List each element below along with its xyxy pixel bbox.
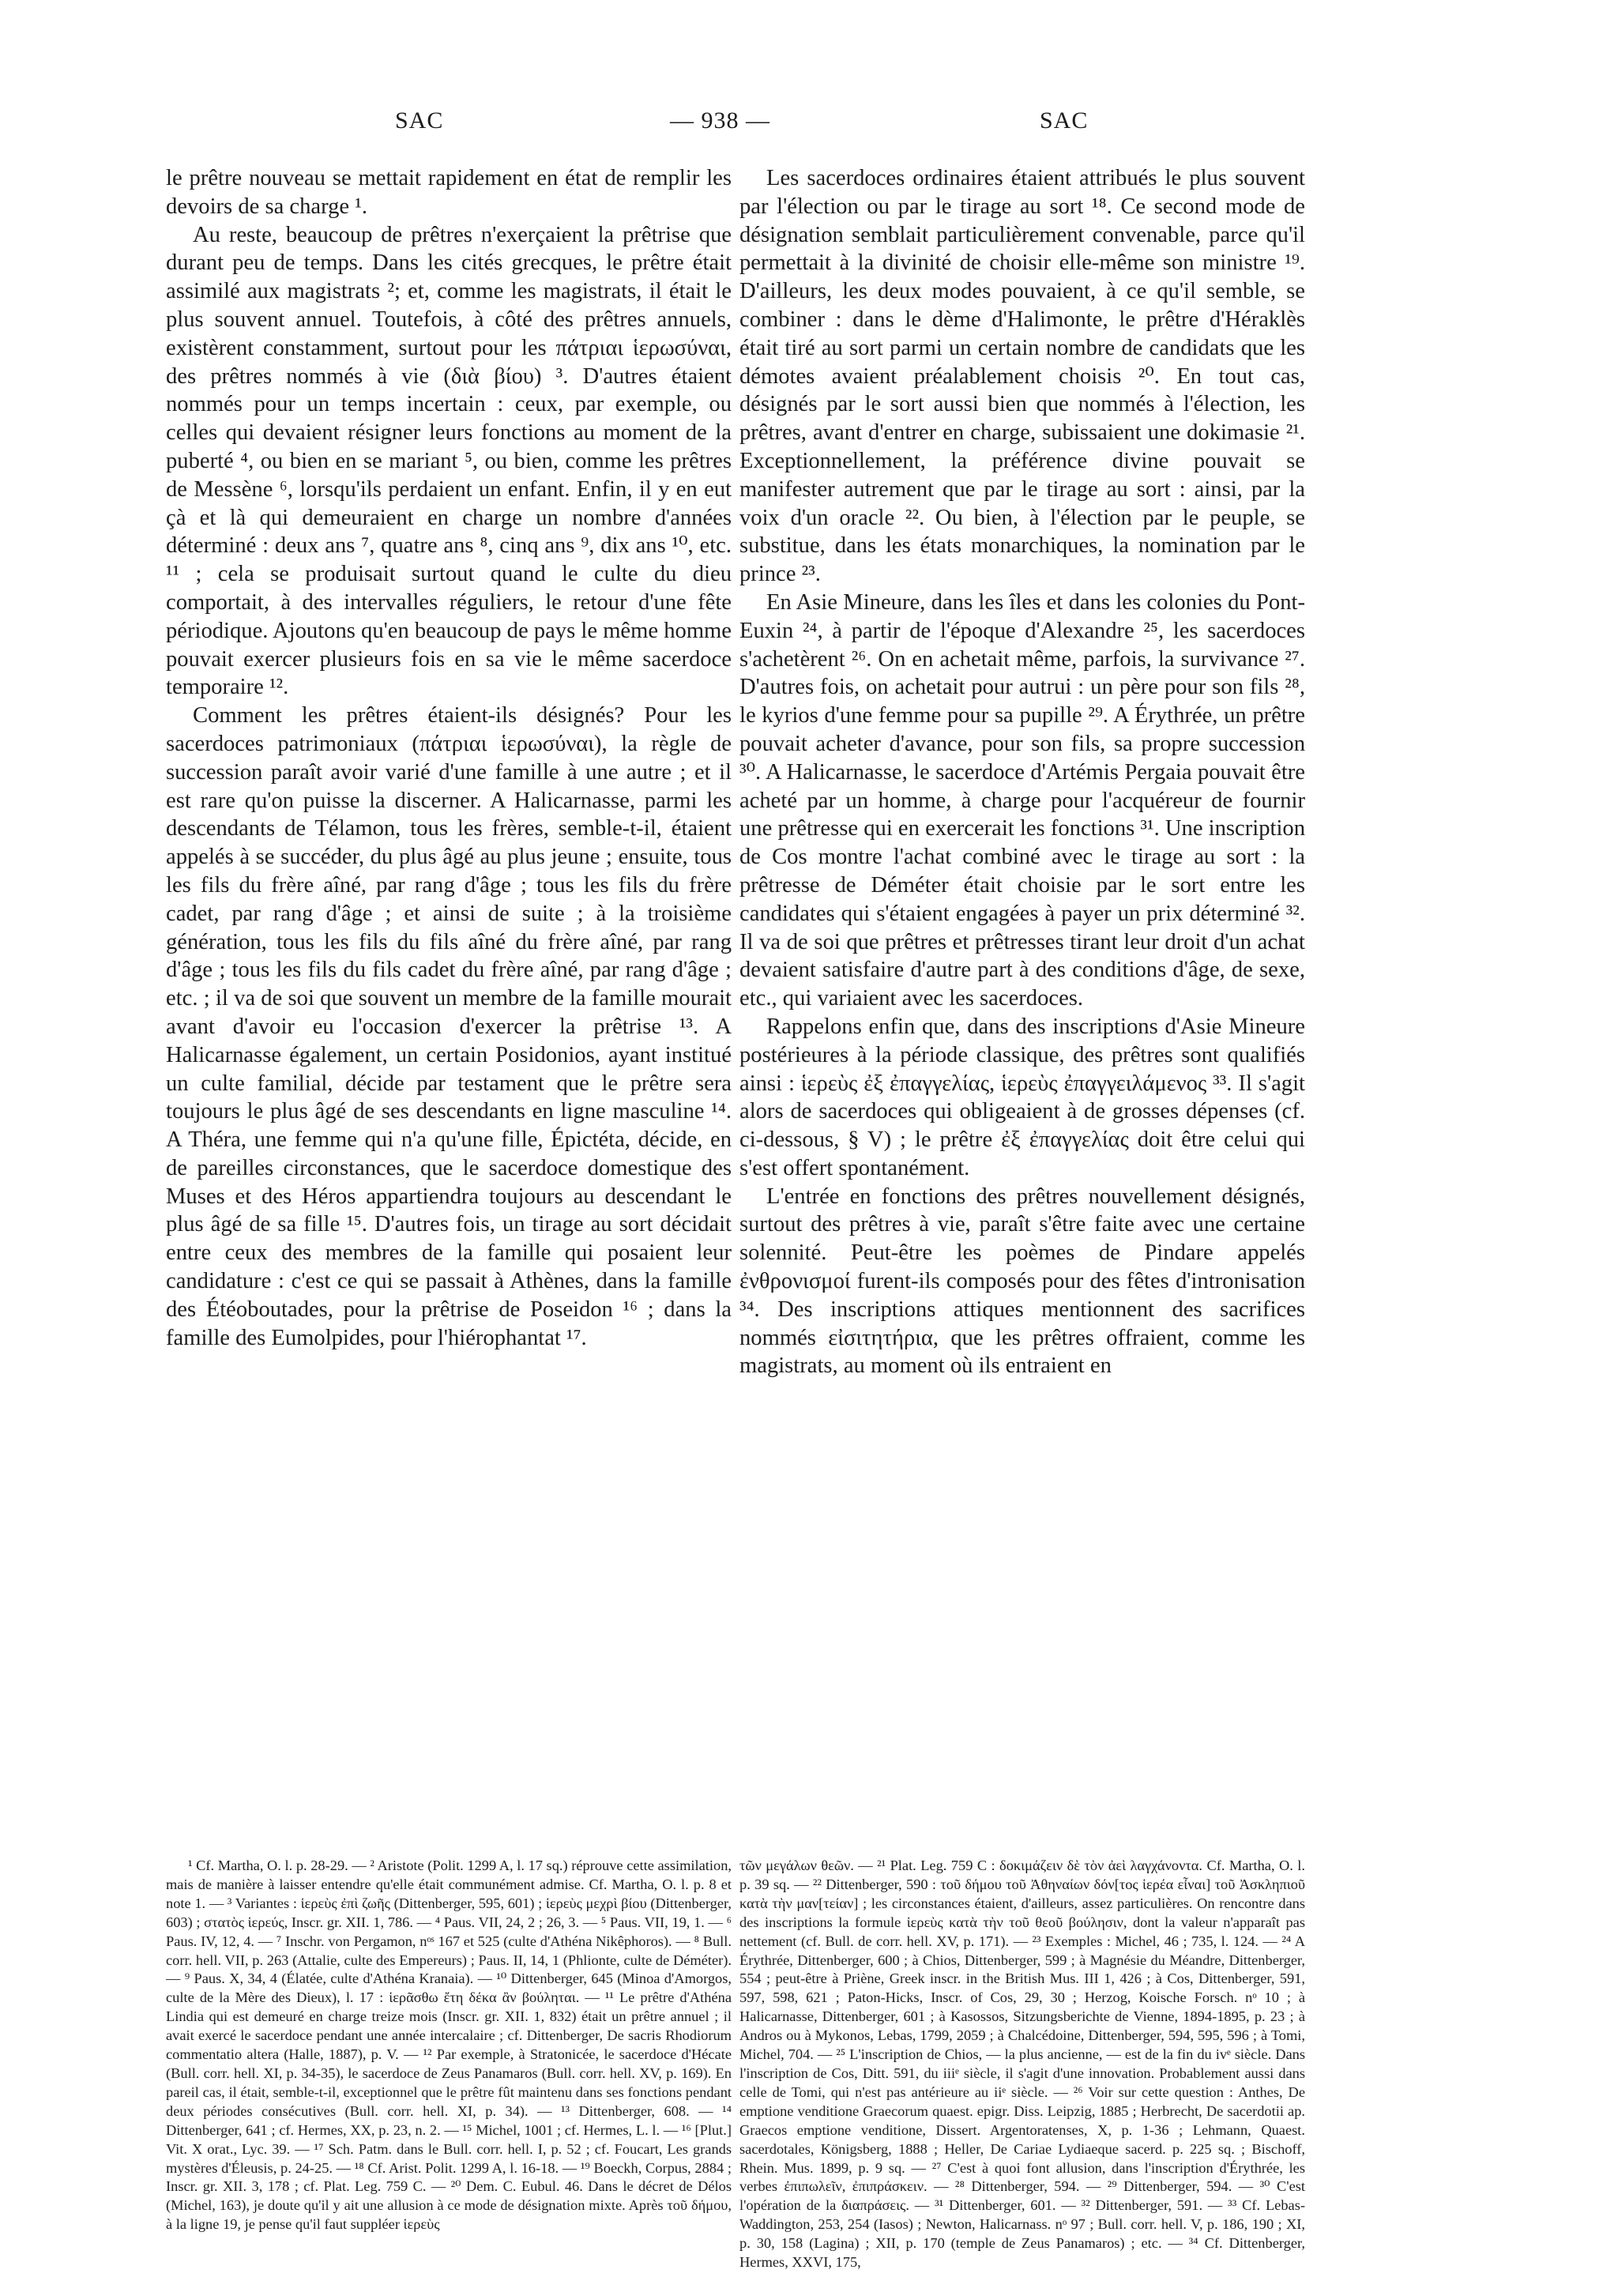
paragraph: Les sacerdoces ordinaires étaient attribués le plus souvent par l'élection ou par le tirage au sort ¹⁸. Ce second mode de désignation semblait particulièrement convenable, parce qu'il permettait à la divinité de choisir elle-même son ministre ¹⁹. D'ailleurs, les deux modes pouvaient, à ce qu'il semble, se combiner : dans le dème d'Halimonte, le prêtre d'Héraklès était tiré au sort parmi un certain nombre de candidats que les démotes avaient préalablement choisis ²⁰. En tout cas, désignés par le sort aussi bien que nommés à l'élection, les prêtres, avant d'entrer en charge, subissaient une dokimasie ²¹. Exceptionnellement, la préférence divine pouvait se manifester autrement que par le tirage au sort : ainsi, par la voix d'un oracle ²². Ou bien, à l'élection par le peuple, se substitue, dans les états monarchiques, la nomination par le prince ²³. bbox=[739, 166, 1305, 587]
footnote-block: τῶν μεγάλων θεῶν. — ²¹ Plat. Leg. 759 C : δοκιμάζειν δὲ τὸν ἀεὶ λαγχάνοντα. Cf. Martha, O. l. p. 39 sq. — ²² Dittenberger, 590 : τοῦ δήμου τοῦ Ἀθηναίων δόν[τος ἱερέα εἶναι] τοῦ Ἀσκληπιοῦ κατὰ τὴν μαν[τείαν] ; les circonstances étaient, d'ailleurs, assez particulières. On rencontre dans des inscriptions la formule ἱερεὺς κατὰ τὴν τοῦ θεοῦ βούλησιν, dont la valeur n'apparaît pas nettement (cf. Bull. de corr. hell. XV, p. 171). — ²³ Exemples : Michel, 46 ; 735, l. 124. — ²⁴ A Érythrée, Dittenberger, 600 ; à Chios, Dittenberger, 599 ; à Magnésie du Méandre, Dittenberger, 554 ; peut-être à Priène, Greek inscr. in the British Mus. III 1, 426 ; à Cos, Dittenberger, 591, 597, 598, 621 ; Paton-Hicks, Inscr. of Cos, 29, 30 ; Herzog, Koische Forsch. nᵒ 10 ; à Halicarnasse, Dittenberger, 601 ; à Kasossos, Sitzungsberichte de Vienne, 1894-1895, p. 23 ; à Andros ou à Mykonos, Lebas, 1799, 2059 ; à Chalcédoine, Dittenberger, 594, 595, 596 ; à Tomi, Michel, 704. — ²⁵ L'inscription de Chios, — la plus ancienne, — est de la fin du ivᵉ siècle. Dans l'inscription de Cos, Ditt. 591, du iiiᵉ siècle, il s'agit d'une innovation. Probablement aussi dans celle de Tomi, qui n'est pas antérieure au iiᵉ siècle. — ²⁶ Voir sur cette question : Anthes, De emptione venditione Graecorum quaest. epigr. Diss. Leipzig, 1885 ; Herbrecht, De sacerdotii ap. Graecos emptione venditione, Dissert. Argentoratenses, X, p. 1-36 ; Lehmann, Quaest. sacerdotales, Königsberg, 1888 ; Heller, De Cariae Lydiaeque sacerd. p. 225 sq. ; Bischoff, Rhein. Mus. 1899, p. 9 sq. — ²⁷ C'est à quoi font allusion, dans l'inscription d'Érythrée, les verbes ἐπιπωλεῖν, ἐπιπράσκειν. — ²⁸ Dittenberger, 594. — ²⁹ Dittenberger, 594. — ³⁰ C'est l'opération de la διαπράσεις. — ³¹ Dittenberger, 601. — ³² Dittenberger, 591. — ³³ Cf. Lebas-Waddington, 253, 254 (Iasos) ; Newton, Halicarnass. nᵒ 97 ; Bull. corr. hell. V, p. 186, 190 ; XI, p. 30, 158 (Lagina) ; XII, p. 170 (temple de Zeus Panamaros) ; etc. — ³⁴ Cf. Dittenberger, Hermes, XXVI, 175, bbox=[739, 1858, 1305, 2271]
header-left-title: SAC bbox=[395, 107, 444, 134]
header-right-title: SAC bbox=[1040, 107, 1089, 134]
paragraph: L'entrée en fonctions des prêtres nouvellement désignés, surtout des prêtres à vie, paraît s'être faite avec une certaine solennité. Peut-être les poèmes de Pindare appelés ἐνθρονισμοί furent-ils composés pour des fêtes d'intronisation ³⁴. Des inscriptions attiques mentionnent des sacrifices nommés εἰσιτητήρια, que les prêtres offraient, comme les magistrats, au moment où ils entraient en bbox=[739, 1184, 1305, 1379]
footnotes-right bbox=[739, 1857, 1305, 2272]
left-column bbox=[166, 164, 732, 1352]
paragraph: Comment les prêtres étaient-ils désignés? Pour les sacerdoces patrimoniaux (πάτριαι ἱερωσύναι), la règle de succession paraît avoir varié d'une famille à une autre ; et il est rare qu'on puisse la discerner. A Halicarnasse, parmi les descendants de Télamon, tous les frères, semble-t-il, étaient appelés à se succéder, du plus âgé au plus jeune ; ensuite, tous les fils du frère aîné, par rang d'âge ; tous les fils du frère cadet, par rang d'âge ; et ainsi de suite ; à la troisième génération, tous les fils du fils aîné du frère aîné, par rang d'âge ; tous les fils du fils cadet du frère aîné, par rang d'âge ; etc. ; il va de soi que souvent un membre de la famille mourait avant d'avoir eu l'occasion d'exercer la prêtrise ¹³. A Halicarnasse également, un certain Posidonios, ayant institué un culte familial, décide par testament que le prêtre sera toujours le plus âgé de ses descendants en ligne masculine ¹⁴. A Théra, une femme qui n'a qu'une fille, Épictéta, décide, en de pareilles circonstances, que le sacerdoce domestique des Muses et des Héros appartiendra toujours au descendant le plus âgé de sa fille ¹⁵. D'autres fois, un tirage au sort décidait entre ceux des membres de la famille qui posaient leur candidature : c'est ce qui se passait à Athènes, dans la famille des Étéoboutades, pour la prêtrise de Poseidon ¹⁶ ; dans la famille des Eumolpides, pour l'hiérophantat ¹⁷. bbox=[166, 703, 732, 1350]
paragraph: Au reste, beaucoup de prêtres n'exerçaient la prêtrise que durant peu de temps. Dans les cités grecques, le prêtre était assimilé aux magistrats ²; et, comme les magistrats, il était le plus souvent annuel. Toutefois, à côté des prêtres annuels, existèrent constamment, surtout pour les πάτριαι ἱερωσύναι, des prêtres nommés à vie (διὰ βίου) ³. D'autres étaient nommés pour un temps incertain : ceux, par exemple, ou celles qui devaient résigner leurs fonctions au moment de la puberté ⁴, ou bien en se mariant ⁵, ou bien, comme les prêtres de Messène ⁶, lorsqu'ils perdaient un enfant. Enfin, il y en eut çà et là qui demeuraient en charge un nombre d'années déterminé : deux ans ⁷, quatre ans ⁸, cinq ans ⁹, dix ans ¹⁰, etc. ¹¹ ; cela se produisait surtout quand le culte du dieu comportait, à des intervalles réguliers, le retour d'une fête périodique. Ajoutons qu'en beaucoup de pays le même homme pouvait exercer plusieurs fois en sa vie le même sacerdoce temporaire ¹². bbox=[166, 222, 732, 700]
page-number: — 938 — bbox=[670, 107, 770, 134]
running-header bbox=[166, 107, 1300, 139]
footnotes-left bbox=[166, 1857, 732, 2234]
right-column bbox=[739, 164, 1305, 1380]
paragraph: Rappelons enfin que, dans des inscriptions d'Asie Mineure postérieures à la période classique, des prêtres sont qualifiés ainsi : ἱερεὺς ἐξ ἐπαγγελίας, ἱερεὺς ἐπαγγειλάμενος ³³. Il s'agit alors de sacerdoces qui obligeaient à de grosses dépenses (cf. ci-dessous, § V) ; le prêtre ἐξ ἐπαγγελίας doit être celui qui s'est offert spontanément. bbox=[739, 1014, 1305, 1180]
paragraph: le prêtre nouveau se mettait rapidement en état de remplir les devoirs de sa charge ¹. bbox=[166, 166, 732, 219]
paragraph: En Asie Mineure, dans les îles et dans les colonies du Pont-Euxin ²⁴, à partir de l'époque d'Alexandre ²⁵, les sacerdoces s'achetèrent ²⁶. On en achetait même, parfois, la survivance ²⁷. D'autres fois, on achetait pour autrui : un père pour son fils ²⁸, le kyrios d'une femme pour sa pupille ²⁹. A Érythrée, un prêtre pouvait acheter d'avance, pour son fils, sa propre succession ³⁰. A Halicarnasse, le sacerdoce d'Artémis Pergaia pouvait être acheté par un homme, à charge pour l'acquéreur de fournir une prêtresse qui en exercerait les fonctions ³¹. Une inscription de Cos montre l'achat combiné avec le tirage au sort : la prêtresse de Déméter était choisie par le sort entre les candidates qui s'étaient engagées à payer un prix déterminé ³². Il va de soi que prêtres et prêtresses tirant leur droit d'un achat devaient satisfaire d'autre part à des conditions d'âge, de sexe, etc., qui variaient avec les sacerdoces. bbox=[739, 589, 1305, 1011]
footnote-block: ¹ Cf. Martha, O. l. p. 28-29. — ² Aristote (Polit. 1299 A, l. 17 sq.) réprouve cette assimilation, mais de manière à laisser entendre qu'elle était communément admise. Cf. Martha, O. l. p. 8 et note 1. — ³ Variantes : ἱερεὺς ἐπὶ ζωῆς (Dittenberger, 595, 601) ; ἱερεὺς μεχρὶ βίου (Dittenberger, 603) ; στατὸς ἱερεύς, Inscr. gr. XII. 1, 786. — ⁴ Paus. VII, 24, 2 ; 26, 3. — ⁵ Paus. VII, 19, 1. — ⁶ Paus. IV, 12, 4. — ⁷ Inschr. von Pergamon, nᵒˢ 167 et 525 (culte d'Athéna Nikêphoros). — ⁸ Bull. corr. hell. VII, p. 263 (Attalie, culte des Empereurs) ; Paus. II, 14, 1 (Phlionte, culte de Déméter). — ⁹ Paus. X, 34, 4 (Élatée, culte d'Athéna Kranaia). — ¹⁰ Dittenberger, 645 (Minoa d'Amorgos, culte de la Mère des Dieux), l. 17 : ἱερᾶσθω ἔτη δέκα ἂν βούληται. — ¹¹ Le prêtre d'Athéna Lindia qui est demeuré en charge treize mois (Inscr. gr. XII. 1, 832) était un prêtre annuel ; il avait exercé le sacerdoce pendant une année intercalaire ; cf. Dittenberger, De sacris Rhodiorum commentatio altera (Halle, 1887), p. V. — ¹² Par exemple, à Stratonicée, le sacerdoce d'Hécate (Bull. corr. hell. XI, p. 34-35), le sacerdoce de Zeus Panamaros (Bull. corr. hell. XV, p. 169). En pareil cas, il était, semble-t-il, exceptionnel que le prêtre fût maintenu dans ses fonctions pendant deux périodes consécutives (Bull. corr. hell. XI, p. 34). — ¹³ Dittenberger, 608. — ¹⁴ Dittenberger, 641 ; cf. Hermes, XX, p. 23, n. 2. — ¹⁵ Michel, 1001 ; cf. Hermes, L. l. — ¹⁶ [Plut.] Vit. X orat., Lyc. 39. — ¹⁷ Sch. Patm. dans le Bull. corr. hell. I, p. 52 ; cf. Foucart, Les grands mystères d'Éleusis, p. 24-25. — ¹⁸ Cf. Arist. Polit. 1299 A, l. 16-18. — ¹⁹ Boeckh, Corpus, 2884 ; Inscr. gr. XII. 3, 178 ; cf. Plat. Leg. 759 C. — ²⁰ Dem. C. Eubul. 46. Dans le décret de Délos (Michel, 163), je doute qu'il y ait une allusion à ce mode de désignation mixte. Après τοῦ δήμου, à la ligne 19, je pense qu'il faut suppléer ἱερεὺς bbox=[166, 1858, 732, 2233]
